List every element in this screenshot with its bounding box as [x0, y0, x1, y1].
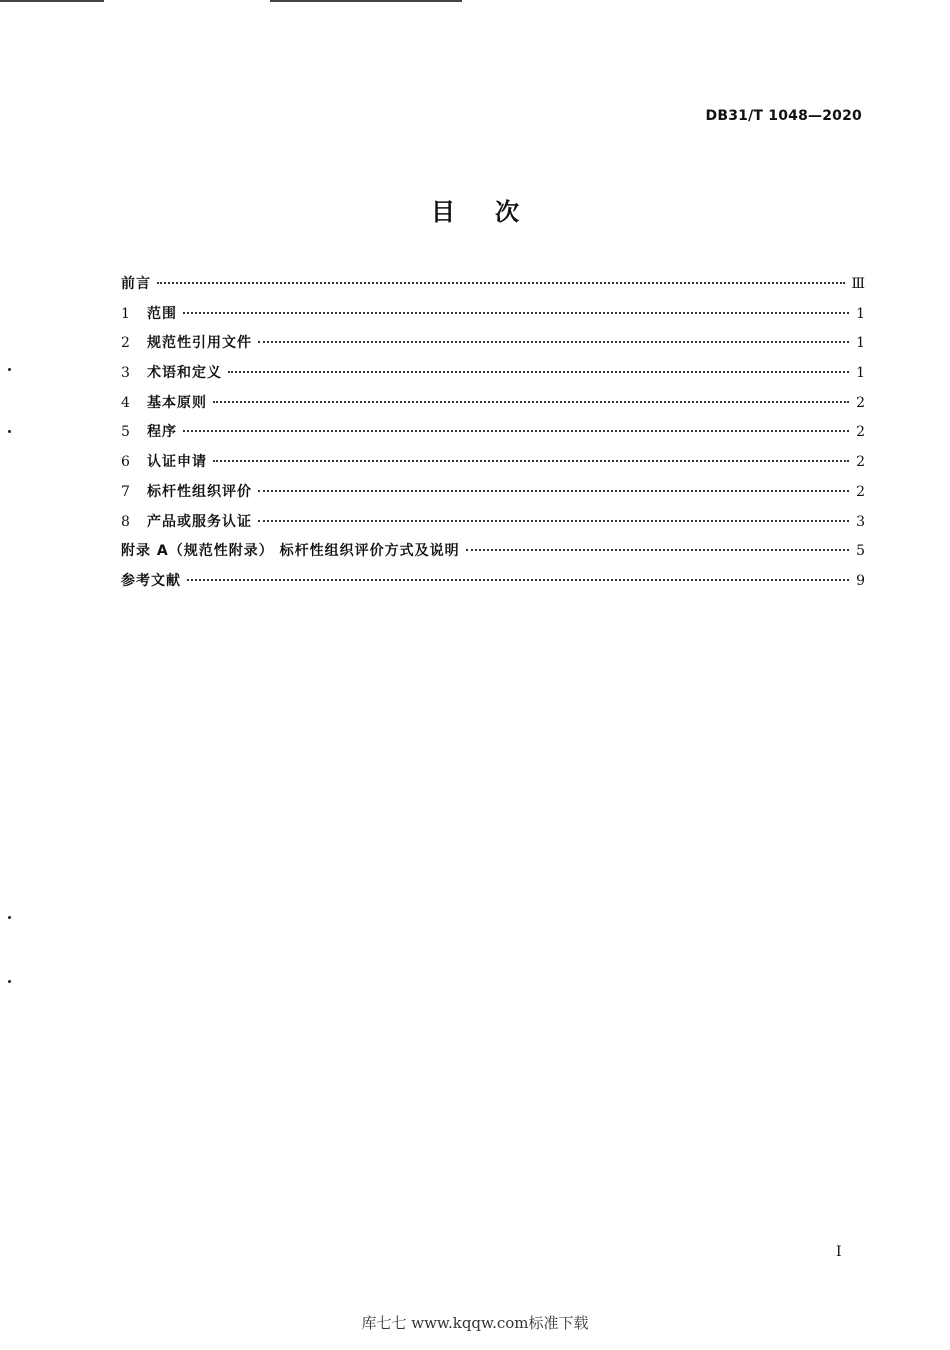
scan-artifact-line — [270, 0, 462, 2]
toc-entry[interactable] — [121, 537, 865, 567]
toc-entry-number: 5 — [121, 424, 130, 441]
toc-entry[interactable] — [121, 418, 865, 448]
toc-entry[interactable] — [121, 389, 865, 419]
toc-entry-label: 术语和定义 — [147, 365, 222, 382]
toc-entry-number: 6 — [121, 454, 130, 471]
toc-leader-dots — [157, 282, 845, 284]
toc-entry[interactable] — [121, 478, 865, 508]
margin-mark — [8, 368, 11, 371]
margin-mark — [8, 916, 11, 919]
toc-leader-dots — [258, 490, 849, 492]
toc-entry-page: 9 — [856, 572, 865, 589]
margin-mark — [8, 980, 11, 983]
toc-leader-dots — [183, 312, 849, 314]
toc-entry-label: 认证申请 — [147, 454, 207, 471]
toc-entry-page: 2 — [856, 454, 865, 471]
toc-entry-label: 标杆性组织评价 — [147, 483, 252, 500]
toc-entry-page: 5 — [856, 543, 865, 560]
standard-code: DB31/T 1048—2020 — [705, 108, 862, 124]
toc-entry-label: 前言 — [121, 276, 151, 292]
toc-entry-page: 2 — [856, 483, 865, 500]
scan-artifact-line — [0, 0, 104, 2]
toc-entry[interactable] — [121, 448, 865, 478]
toc-entry-label: 产品或服务认证 — [147, 513, 252, 530]
toc-entry-page: 1 — [856, 335, 865, 352]
toc-leader-dots — [213, 460, 849, 462]
toc-leader-dots — [258, 520, 849, 522]
page-number: I — [836, 1244, 842, 1260]
toc-entry-number: 8 — [121, 513, 130, 530]
table-of-contents — [121, 270, 865, 597]
toc-entry-page: Ⅲ — [851, 276, 865, 292]
toc-entry-page: 1 — [856, 305, 865, 322]
toc-entry-number: 3 — [121, 365, 130, 382]
page-title: 目次 — [431, 198, 559, 226]
toc-entry-page: 3 — [856, 513, 865, 530]
toc-entry[interactable] — [121, 270, 865, 300]
toc-entry-page: 2 — [856, 424, 865, 441]
toc-leader-dots — [187, 579, 849, 581]
toc-entry-number: 7 — [121, 483, 130, 500]
toc-leader-dots — [258, 341, 849, 343]
toc-entry-page: 1 — [856, 365, 865, 382]
toc-leader-dots — [183, 430, 849, 432]
margin-mark — [8, 430, 11, 433]
toc-entry[interactable] — [121, 329, 865, 359]
toc-entry-page: 2 — [856, 394, 865, 411]
toc-leader-dots — [228, 371, 849, 373]
footer-watermark: 库七七 www.kqqw.com标准下载 — [361, 1314, 589, 1332]
toc-entry-label: 范围 — [147, 305, 177, 322]
toc-entry[interactable] — [121, 300, 865, 330]
toc-entry-number: 1 — [121, 305, 130, 322]
toc-entry-label: 附录 A（规范性附录） 标杆性组织评价方式及说明 — [121, 543, 460, 560]
toc-entry-number: 2 — [121, 335, 130, 352]
toc-entry-label: 程序 — [147, 424, 177, 441]
toc-entry-label: 基本原则 — [147, 394, 207, 411]
toc-entry[interactable] — [121, 359, 865, 389]
toc-entry[interactable] — [121, 567, 865, 597]
toc-leader-dots — [213, 401, 849, 403]
toc-entry[interactable] — [121, 508, 865, 538]
toc-entry-label: 规范性引用文件 — [147, 335, 252, 352]
toc-leader-dots — [466, 549, 849, 551]
toc-entry-number: 4 — [121, 394, 130, 411]
toc-entry-label: 参考文献 — [121, 572, 181, 589]
